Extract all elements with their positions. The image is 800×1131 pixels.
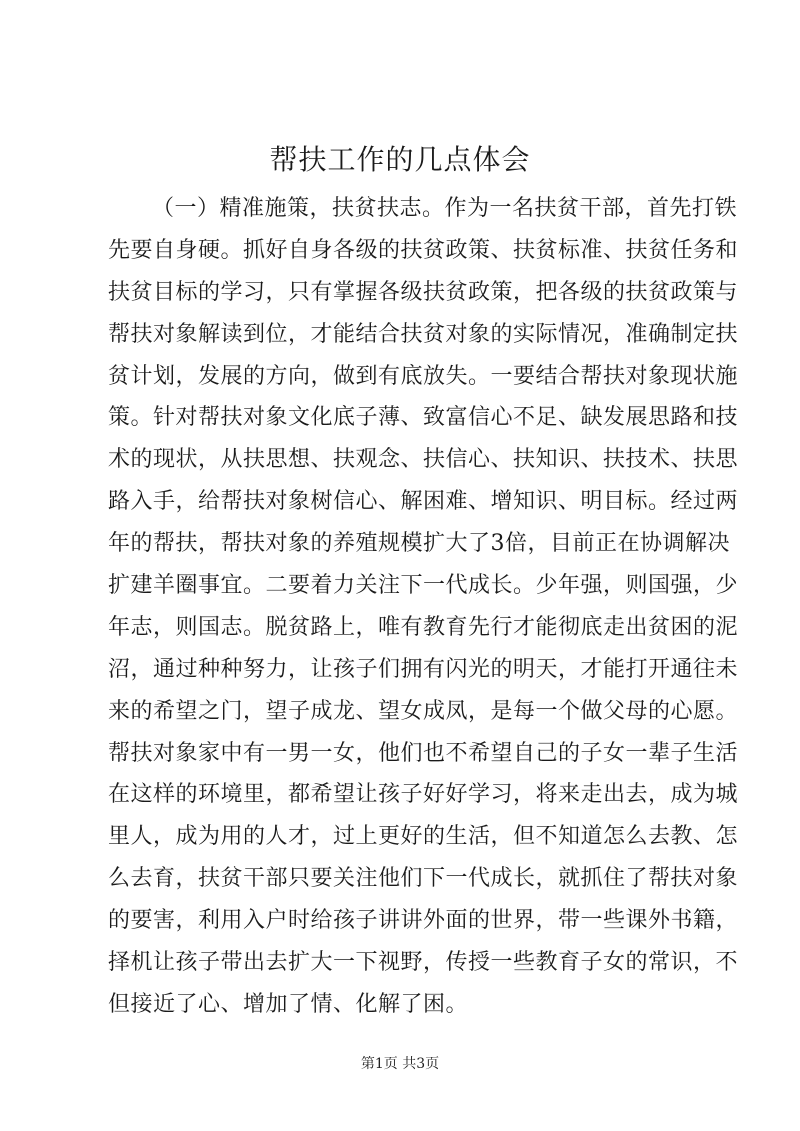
paragraph-line: 来的希望之门，望子成龙、望女成凤，是每一个做父母的心愿。 bbox=[108, 698, 739, 724]
paragraph-line: 么去育，扶贫干部只要关注他们下一代成长，就抓住了帮扶对象 bbox=[108, 866, 739, 892]
paragraph-line: 择机让孩子带出去扩大一下视野，传授一些教育子女的常识，不 bbox=[108, 950, 739, 976]
page-footer: 第1页 共3页 bbox=[360, 1056, 440, 1072]
document-body bbox=[108, 188, 739, 1026]
paragraph-line: 策。针对帮扶对象文化底子薄、致富信心不足、缺发展思路和技 bbox=[108, 405, 739, 431]
paragraph-line: 的要害，利用入户时给孩子讲讲外面的世界，带一些课外书籍， bbox=[108, 908, 739, 934]
paragraph-line: 年的帮扶，帮扶对象的养殖规模扩大了3倍，目前正在协调解决 bbox=[108, 531, 730, 557]
paragraph-line: 路入手，给帮扶对象树信心、解困难、增知识、明目标。经过两 bbox=[108, 489, 739, 515]
paragraph-line: 先要自身硬。抓好自身各级的扶贫政策、扶贫标准、扶贫任务和 bbox=[108, 237, 739, 263]
paragraph-line: 扩建羊圈事宜。二要着力关注下一代成长。少年强，则国强，少 bbox=[108, 573, 739, 599]
paragraph-line: 扶贫目标的学习，只有掌握各级扶贫政策，把各级的扶贫政策与 bbox=[108, 279, 739, 305]
paragraph-line: 贫计划，发展的方向，做到有底放失。一要结合帮扶对象现状施 bbox=[108, 363, 739, 389]
paragraph-line: 但接近了心、增加了情、化解了困。 bbox=[108, 991, 469, 1017]
paragraph-line: 术的现状，从扶思想、扶观念、扶信心、扶知识、扶技术、扶思 bbox=[108, 447, 739, 473]
paragraph-line: 沼，通过种种努力，让孩子们拥有闪光的明天，才能打开通往未 bbox=[108, 656, 739, 682]
document-title: 帮扶工作的几点体会 bbox=[269, 143, 531, 176]
paragraph-line: 里人，成为用的人才，过上更好的生活，但不知道怎么去教、怎 bbox=[108, 824, 739, 850]
paragraph-line: 帮扶对象解读到位，才能结合扶贫对象的实际情况，准确制定扶 bbox=[108, 321, 739, 347]
paragraph-line: 年志，则国志。脱贫路上，唯有教育先行才能彻底走出贫困的泥 bbox=[108, 614, 739, 640]
paragraph-line: 帮扶对象家中有一男一女，他们也不希望自己的子女一辈子生活 bbox=[108, 740, 739, 766]
paragraph-line: （一）精准施策，扶贫扶志。作为一名扶贫干部，首先打铁 bbox=[152, 196, 738, 221]
paragraph-line: 在这样的环境里，都希望让孩子好好学习，将来走出去，成为城 bbox=[108, 782, 739, 808]
